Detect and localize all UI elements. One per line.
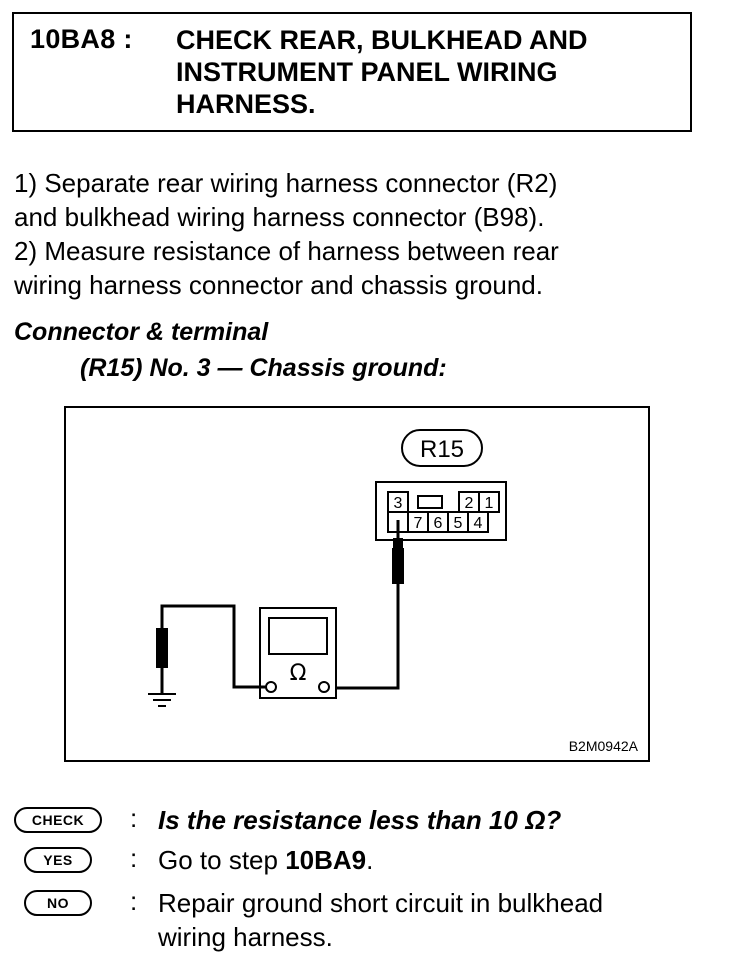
step-id: 10BA8 : xyxy=(30,24,133,54)
connector-label: R15 xyxy=(419,436,465,463)
test-lead-negative xyxy=(162,606,266,687)
step-title xyxy=(176,24,681,120)
figure-code: B2M0942A xyxy=(568,738,638,754)
yes-action-prefix: Go to step xyxy=(158,845,286,875)
ohm-symbol: Ω xyxy=(289,661,307,686)
connector-latch xyxy=(418,496,442,508)
terminal-number: 5 xyxy=(453,515,463,532)
yes-colon: : xyxy=(130,843,138,873)
terminal-number: 2 xyxy=(464,495,474,512)
terminal-number: 4 xyxy=(473,515,483,532)
ground-probe-handle xyxy=(156,628,168,668)
terminal-number: 6 xyxy=(433,515,443,532)
meter-terminal-left xyxy=(266,682,276,692)
procedure-text xyxy=(14,166,698,302)
step-title-line: INSTRUMENT PANEL WIRING xyxy=(176,57,558,87)
probe-collar xyxy=(393,538,403,548)
check-badge: CHECK xyxy=(14,807,102,833)
procedure-line: and bulkhead wiring harness connector (B98). xyxy=(14,202,545,232)
no-row xyxy=(14,886,698,956)
yes-action xyxy=(158,843,706,877)
yes-row xyxy=(14,843,698,877)
meter-terminal-right xyxy=(319,682,329,692)
spec-value: (R15) No. 3 — Chassis ground: xyxy=(80,354,447,382)
procedure-line: 1) Separate rear wiring harness connector (R2) xyxy=(14,168,558,198)
wiring-diagram xyxy=(64,406,650,762)
check-row xyxy=(14,803,698,837)
yes-action-suffix: . xyxy=(366,845,374,875)
terminal-number: 7 xyxy=(413,515,423,532)
no-colon: : xyxy=(130,886,138,916)
step-title-line: HARNESS. xyxy=(176,89,316,119)
step-header xyxy=(12,12,692,132)
no-action xyxy=(158,886,706,954)
probe-handle xyxy=(392,548,404,584)
procedure-line: wiring harness connector and chassis ground. xyxy=(14,270,543,300)
no-badge: NO xyxy=(24,890,92,916)
ohmmeter-display xyxy=(269,618,327,654)
terminal-number: 3 xyxy=(393,495,403,512)
diagram-drawing xyxy=(66,408,652,764)
no-action-line: wiring harness. xyxy=(158,922,333,952)
test-lead-positive xyxy=(328,584,398,688)
yes-step-reference: 10BA9 xyxy=(285,845,367,875)
procedure-line: 2) Measure resistance of harness between rear xyxy=(14,236,559,266)
spec-label: Connector & terminal xyxy=(14,318,269,346)
terminal-number: 1 xyxy=(484,495,494,512)
check-colon: : xyxy=(130,803,138,833)
yes-badge: YES xyxy=(24,847,92,873)
step-title-line: CHECK REAR, BULKHEAD AND xyxy=(176,25,588,55)
no-action-line: Repair ground short circuit in bulkhead xyxy=(158,888,604,918)
check-question: Is the resistance less than 10 Ω? xyxy=(158,805,562,835)
